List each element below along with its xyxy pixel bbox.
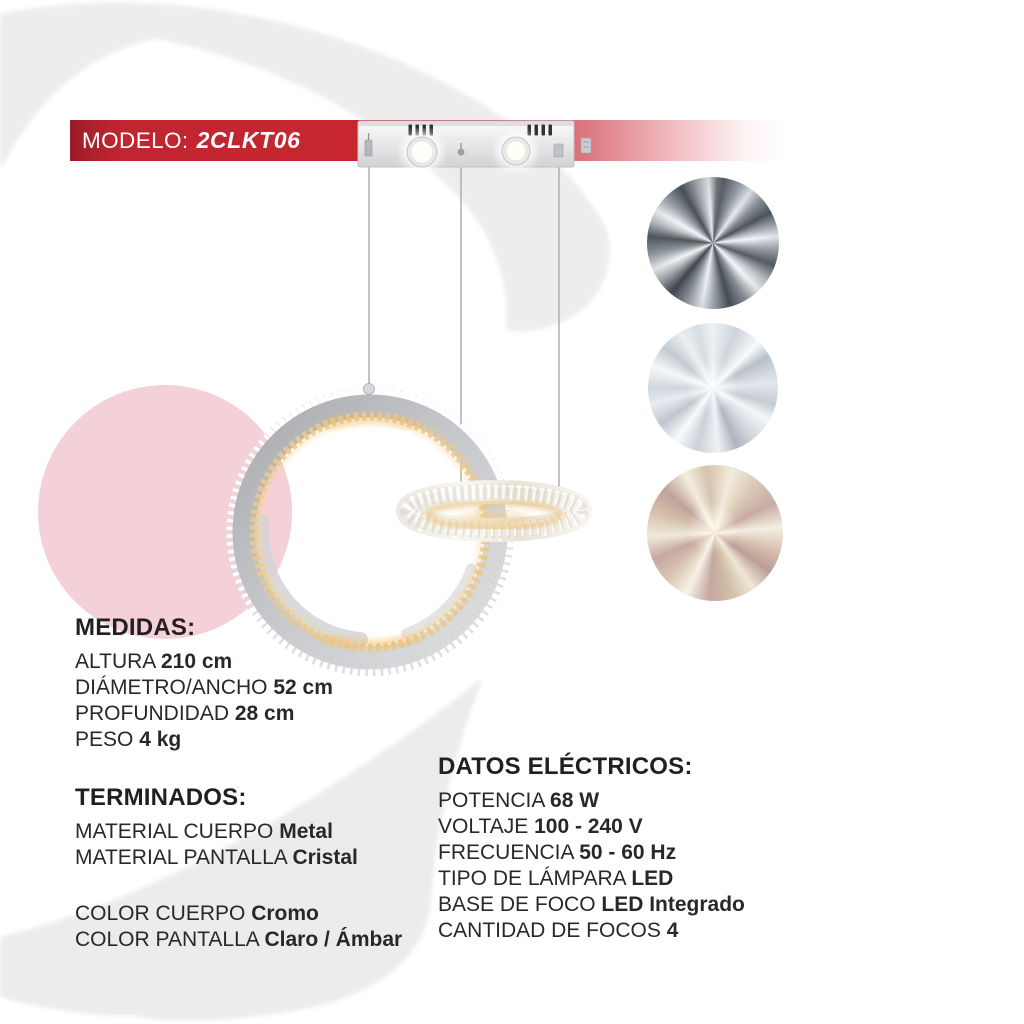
datos-title: DATOS ELÉCTRICOS: — [438, 753, 693, 780]
spec-line — [75, 701, 333, 727]
spec-line — [75, 901, 402, 927]
spec-value: LED Integrado — [601, 893, 745, 916]
spec-line — [75, 727, 333, 753]
spec-line — [75, 871, 402, 901]
datos-lines — [438, 788, 745, 944]
spec-value: 4 — [666, 919, 679, 942]
chrome-finish-swatch — [647, 177, 779, 309]
spec-label: BASE DE FOCO — [438, 893, 596, 916]
spec-value: 50 - 60 Hz — [579, 841, 677, 864]
ceiling-canopy — [358, 121, 591, 172]
section-terminados — [75, 785, 402, 953]
amber-crystal-swatch — [647, 465, 783, 601]
spec-label: VOLTAJE — [438, 815, 529, 838]
spec-value: Cristal — [292, 846, 358, 869]
spec-label: ALTURA — [75, 650, 156, 673]
spec-value: Claro / Ámbar — [264, 928, 403, 951]
spec-label: FRECUENCIA — [438, 841, 574, 864]
medidas-title: MEDIDAS: — [75, 614, 196, 641]
section-medidas — [75, 615, 333, 753]
spec-line — [438, 918, 745, 944]
spec-line — [438, 866, 745, 892]
spec-value: 210 cm — [160, 650, 233, 673]
horizontal-crystal-ring — [407, 486, 581, 542]
spec-line — [75, 927, 402, 953]
spec-label: COLOR PANTALLA — [75, 928, 259, 951]
spec-label: MATERIAL PANTALLA — [75, 846, 287, 869]
spec-label: POTENCIA — [438, 789, 545, 812]
spec-value: 28 cm — [234, 702, 295, 725]
spec-value: 100 - 240 V — [534, 815, 643, 838]
model-label: MODELO: — [82, 127, 189, 153]
spec-label: PROFUNDIDAD — [75, 702, 230, 725]
spec-line — [438, 814, 745, 840]
spec-value: 52 cm — [273, 676, 333, 699]
led-spotlight-right — [497, 132, 535, 170]
ring-top-connector — [364, 384, 375, 395]
model-number: 2CLKT06 — [196, 127, 301, 153]
spec-line — [438, 788, 745, 814]
spec-line — [75, 819, 402, 845]
spec-line — [75, 845, 402, 871]
spec-label: MATERIAL CUERPO — [75, 820, 274, 843]
spec-label: TIPO DE LÁMPARA — [438, 867, 626, 890]
spec-value: 4 kg — [139, 728, 182, 751]
spec-value: 68 W — [550, 789, 600, 812]
spec-label: CANTIDAD DE FOCOS — [438, 919, 661, 942]
spec-line — [438, 892, 745, 918]
spec-label: PESO — [75, 728, 134, 751]
spec-label: DIÁMETRO/ANCHO — [75, 676, 268, 699]
spec-line — [438, 840, 745, 866]
terminados-title: TERMINADOS: — [75, 784, 247, 811]
spec-value: LED — [631, 867, 674, 890]
medidas-lines — [75, 649, 333, 753]
led-spotlight-left — [402, 132, 442, 172]
spec-value: Metal — [279, 820, 333, 843]
spec-label: COLOR CUERPO — [75, 902, 246, 925]
clear-crystal-swatch — [648, 323, 778, 453]
spec-value: Cromo — [251, 902, 319, 925]
spec-line — [75, 649, 333, 675]
spec-line — [75, 675, 333, 701]
section-datos-electricos — [438, 754, 745, 944]
terminados-lines — [75, 819, 402, 953]
